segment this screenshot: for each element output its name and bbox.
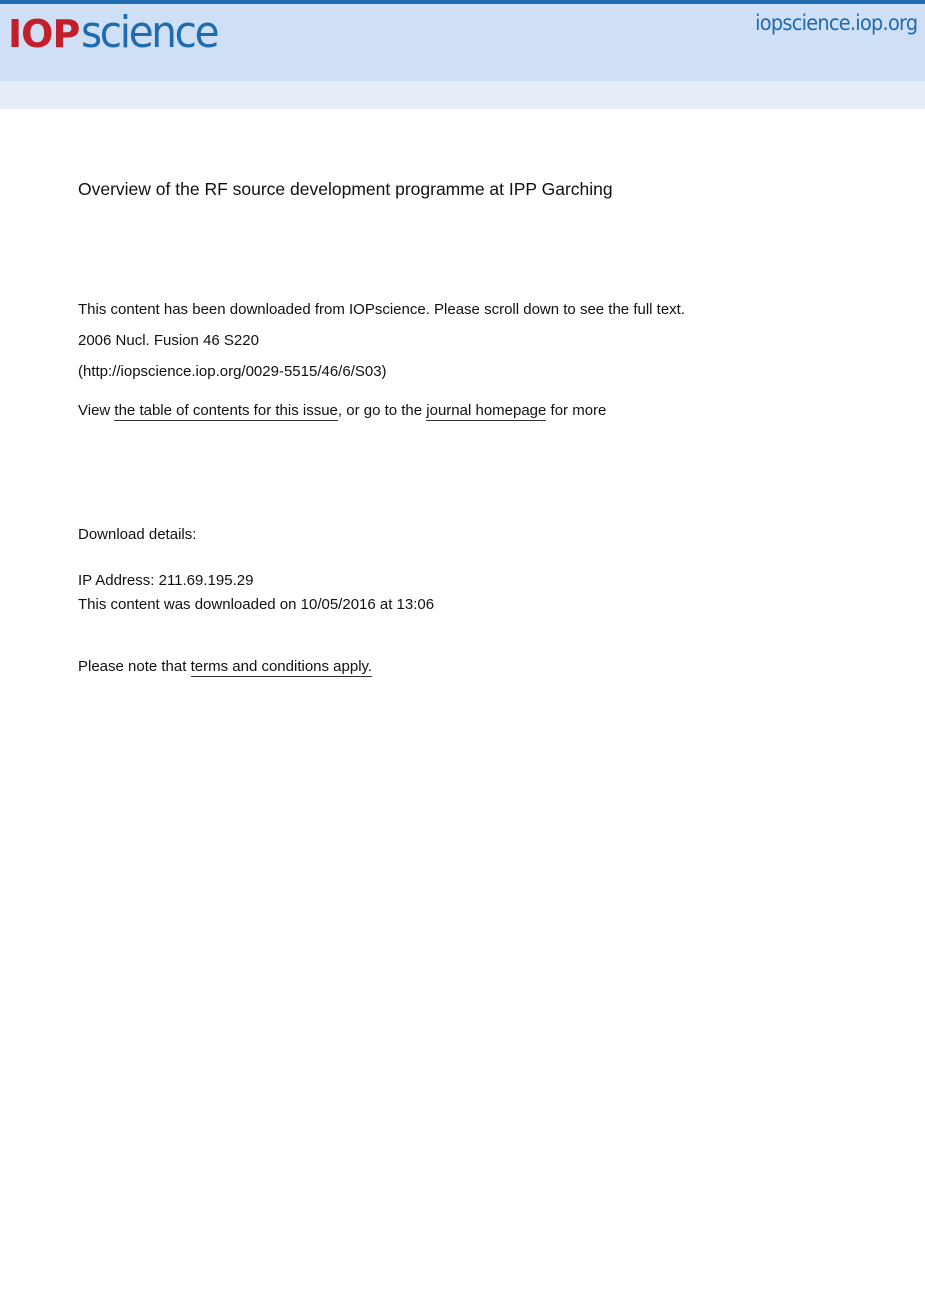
header-sub-bar (0, 81, 925, 109)
download-details-heading: Download details: (78, 526, 197, 543)
terms-line (78, 657, 372, 677)
view-suffix: for more (546, 402, 607, 419)
downloaded-notice: This content has been downloaded from IOPscience. Please scroll down to see the full text. (78, 301, 686, 318)
logo-science-text: science (81, 7, 218, 58)
logo-iop-text: IOP (8, 12, 80, 56)
article-url: (http://iopscience.iop.org/0029-5515/46/6/S03) (78, 363, 387, 380)
view-links-line (78, 401, 606, 421)
citation: 2006 Nucl. Fusion 46 S220 (78, 332, 259, 349)
terms-link[interactable]: terms and conditions apply. (190, 658, 373, 675)
journal-homepage-link[interactable]: journal homepage (426, 402, 547, 419)
view-prefix: View (78, 402, 115, 419)
toc-link[interactable]: the table of contents for this issue (114, 402, 338, 419)
ip-address: IP Address: 211.69.195.29 (78, 572, 254, 589)
site-header (0, 4, 925, 81)
iopscience-logo[interactable] (8, 6, 229, 60)
terms-prefix: Please note that (78, 658, 191, 675)
site-url-link[interactable]: iopscience.iop.org (754, 11, 917, 35)
article-title: Overview of the RF source development programme at IPP Garching (78, 179, 613, 199)
view-middle: , or go to the (337, 402, 427, 419)
download-timestamp: This content was downloaded on 10/05/2016 at 13:06 (78, 596, 435, 613)
